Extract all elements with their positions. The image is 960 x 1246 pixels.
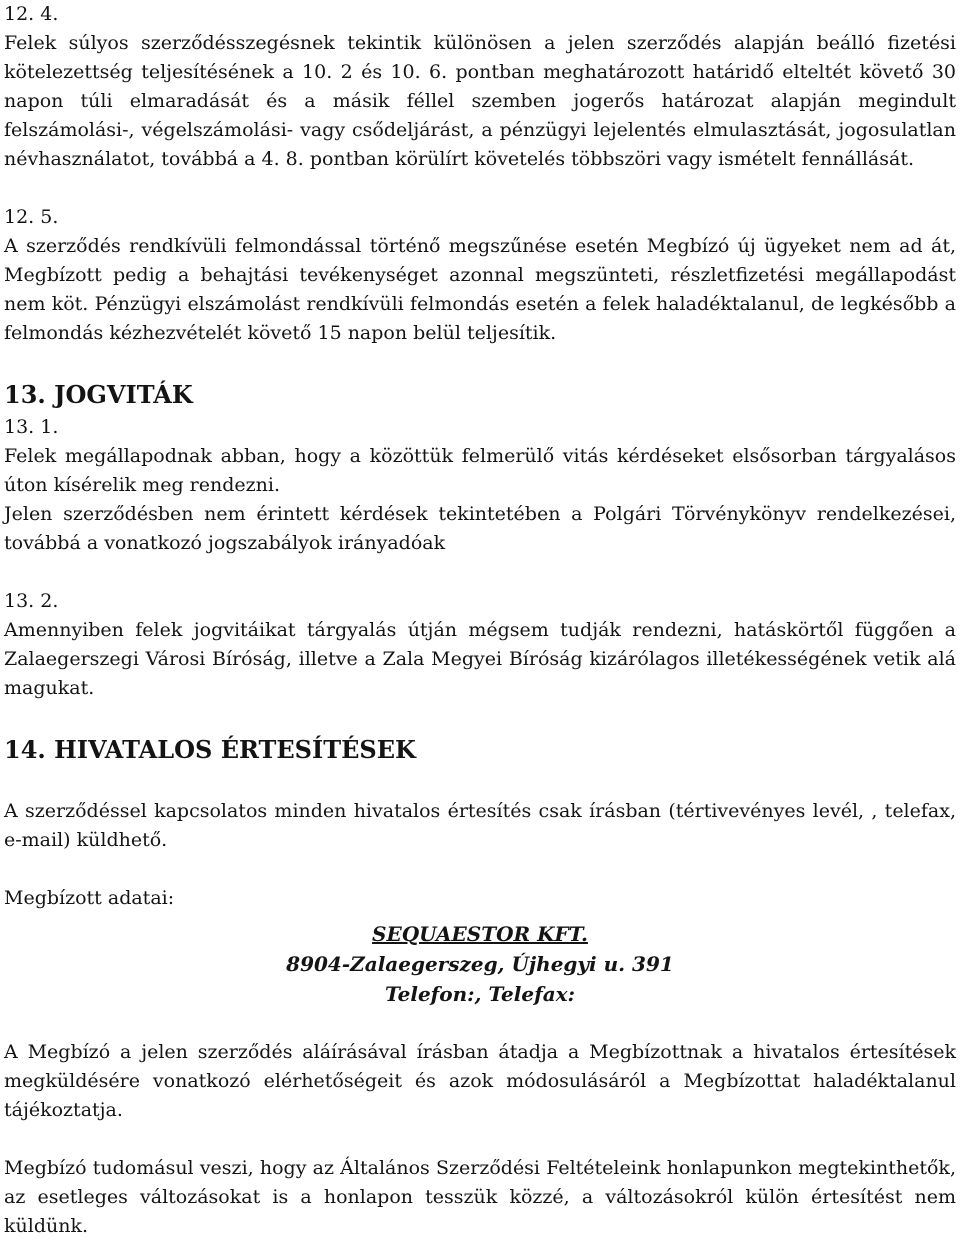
heading-hivatalos-ertesitesek: 14. HIVATALOS ÉRTESÍTÉSEK [4, 735, 416, 764]
spacer [4, 1009, 956, 1038]
section-13-2-text: Amennyiben felek jogvitáikat tárgyalás útján mégsem tudják rendezni, hatáskörtől függően a Zalaegerszegi Városi Bíróság, illetve a Zala Megyei Bíróság kizárólagos illetékességének vetik alá magukat. [4, 619, 956, 699]
agent-data-label: Megbízott adatai: [4, 887, 175, 909]
section-12-4-text: Felek súlyos szerződésszegésnek tekintik különösen a jelen szerződés alapján beálló fizetési kötelezettség teljesítésének a 10. 2 és 10. 6. pontban meghatározott határidő elteltét követő 30 napon túli elmaradását és a másik féllel szemben jogerős határozat alapján megindult felszámolási-, végelszámolási- vagy csődeljárást, a pénzügyi lejelentés elmulasztását, jogosulatlan névhasználatot, továbbá a 4. 8. pontban körülírt követelés többszöri vagy ismételt fennállását. [4, 32, 956, 170]
company-address: 8904-Zalaegerszeg, Újhegyi u. 391 [286, 952, 674, 976]
section-12-5-text: A szerződés rendkívüli felmondással történő megszűnése esetén Megbízó új ügyeket nem ad át, Megbízott pedig a behajtási tevékenységet azonnal megszünteti, részletfizetési megállapodást nem köt. Pénzügyi elszámolást rendkívüli felmondás esetén a felek haladéktalanul, de legkésőbb a felmondás kézhezvételét követő 15 napon belül teljesítik. [4, 235, 956, 344]
spacer [4, 558, 956, 587]
company-name: SEQUAESTOR KFT. [372, 922, 588, 946]
spacer [4, 348, 956, 377]
section-12-4-number: 12. 4. [4, 3, 59, 25]
section-13-1-text-1: Felek megállapodnak abban, hogy a közöttük felmerülő vitás kérdéseket elsősorban tárgyalásos úton kísérelik meg rendezni. [4, 445, 956, 496]
section-13-1-number: 13. 1. [4, 416, 59, 438]
spacer [4, 703, 956, 732]
spacer [4, 174, 956, 203]
spacer [4, 768, 956, 797]
document-page [4, 0, 956, 1241]
spacer [4, 855, 956, 884]
section-12-5-number: 12. 5. [4, 206, 59, 228]
spacer [4, 1125, 956, 1154]
section-14-paragraph-2: Megbízó tudomásul veszi, hogy az Általános Szerződési Feltételeink honlapunkon megtekinthetők, az esetleges változásokat is a honlapon tesszük közzé, a változásokról külön értesítést nem küldünk. [4, 1157, 956, 1237]
section-14-paragraph-1: A Megbízó a jelen szerződés aláírásával írásban átadja a Megbízottnak a hivatalos értesítések megküldésére vonatkozó elérhetőségeit és azok módosulásáról a Megbízottat haladéktalanul tájékoztatja. [4, 1041, 956, 1121]
heading-jogvitak: 13. JOGVITÁK [4, 380, 193, 409]
section-14-intro: A szerződéssel kapcsolatos minden hivatalos értesítés csak írásban (tértivevényes levél, , telefax, e-mail) küldhető. [4, 800, 956, 851]
company-phone: Telefon:, Telefax: [385, 982, 575, 1006]
section-13-1-text-2: Jelen szerződésben nem érintett kérdések tekintetében a Polgári Törvénykönyv rendelkezései, továbbá a vonatkozó jogszabályok irányadóak [4, 503, 956, 554]
section-13-2-number: 13. 2. [4, 590, 59, 612]
